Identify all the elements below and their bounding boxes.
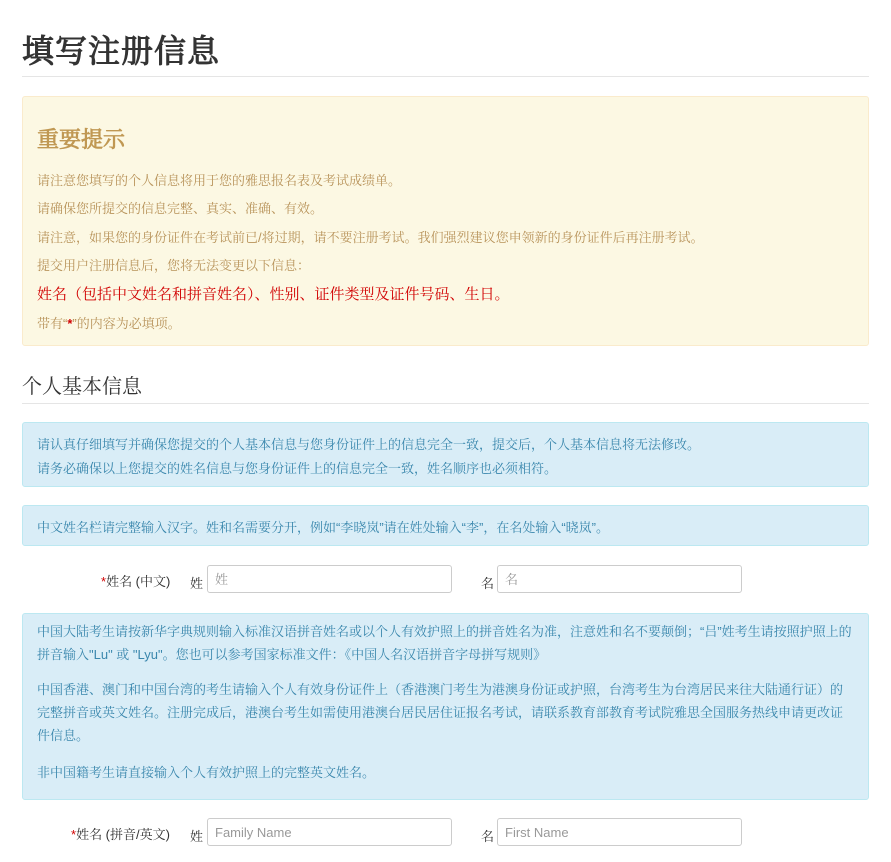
family-name-cn-label: 姓 (190, 576, 204, 591)
family-name-cn-input[interactable] (207, 565, 452, 593)
important-notice (22, 96, 869, 346)
info-line: 请务必确保以上您提交的姓名信息与您身份证件上的信息完全一致，姓名顺序也必须相符。 (37, 461, 558, 476)
required-fields-note (37, 313, 181, 332)
pinyin-name-label-text: 姓名 (拼音/英文) (76, 827, 170, 842)
info-paragraph-foreign: 非中国籍考生请直接输入个人有效护照上的完整英文姓名。 (37, 765, 376, 780)
family-name-en-label: 姓 (190, 829, 204, 844)
family-name-en-input[interactable] (207, 818, 452, 846)
info-line: 中文姓名栏请完整输入汉字。姓和名需要分开，例如“李晓岚”请在姓处输入“李”，在名处输入“晓岚”。 (37, 520, 609, 535)
notice-title: 重要提示 (37, 127, 126, 152)
info-line: 请认真仔细填写并确保您提交的个人基本信息与您身份证件上的信息完全一致，提交后，个人基本信息将无法修改。 (37, 437, 701, 452)
pinyin-standard-link[interactable]: 《中国人名汉语拼音字母拼写规则》 (344, 647, 547, 662)
title-divider (22, 76, 869, 77)
notice-line: 请注意，如果您的身份证件在考试前已/将过期，请不要注册考试。我们强烈建议您申领新的身份证件后再注册考试。 (37, 230, 704, 245)
info-text: 中国大陆考生请按新华字典规则输入标准汉语拼音姓名或以个人有效护照上的拼音姓名为准，注意姓和名不要颠倒；“吕”姓考生请按照护照上的拼音输入"Lu" 或 "Lyu"。您也可以参考国家标准文件： (37, 624, 852, 662)
required-star: * (101, 574, 107, 589)
section-divider (22, 403, 869, 404)
given-name-cn-input[interactable] (497, 565, 742, 593)
info-paragraph-mainland (37, 620, 852, 666)
given-name-en-label: 名 (481, 829, 495, 844)
locked-fields-warning: 姓名（包括中文姓名和拼音姓名）、性别、证件类型及证件号码、生日。 (37, 286, 510, 303)
required-note-prefix: 带有“ (37, 316, 68, 331)
info-box-chinese-name (22, 505, 869, 546)
required-star: * (67, 316, 73, 331)
section-title: 个人基本信息 (22, 376, 142, 398)
info-paragraph-hk-mo-tw: 中国香港、澳门和中国台湾的考生请输入个人有效身份证件上（香港澳门考生为港澳身份证或护照，台湾考生为台湾居民来往大陆通行证）的完整拼音或英文姓名。注册完成后，港澳台考生如需使用港澳台居民居住证报名考试，请联系教育部教育考试院雅思全国服务热线申请更改证件信息。 (37, 682, 844, 743)
notice-line: 请确保您所提交的信息完整、真实、准确、有效。 (37, 201, 324, 216)
page-title: 填写注册信息 (22, 33, 221, 69)
chinese-name-label-text: 姓名 (中文) (106, 574, 171, 589)
given-name-en-input[interactable] (497, 818, 742, 846)
pinyin-name-label (71, 824, 170, 843)
given-name-cn-label: 名 (481, 576, 495, 591)
chinese-name-label (101, 571, 170, 590)
info-box-consistency (22, 422, 869, 487)
notice-line: 请注意您填写的个人信息将用于您的雅思报名表及考试成绩单。 (37, 173, 402, 188)
required-star: * (71, 827, 77, 842)
info-box-pinyin-name (22, 613, 869, 800)
notice-line: 提交用户注册信息后，您将无法变更以下信息： (37, 258, 311, 273)
required-note-suffix: ”的内容为必填项。 (72, 316, 181, 331)
